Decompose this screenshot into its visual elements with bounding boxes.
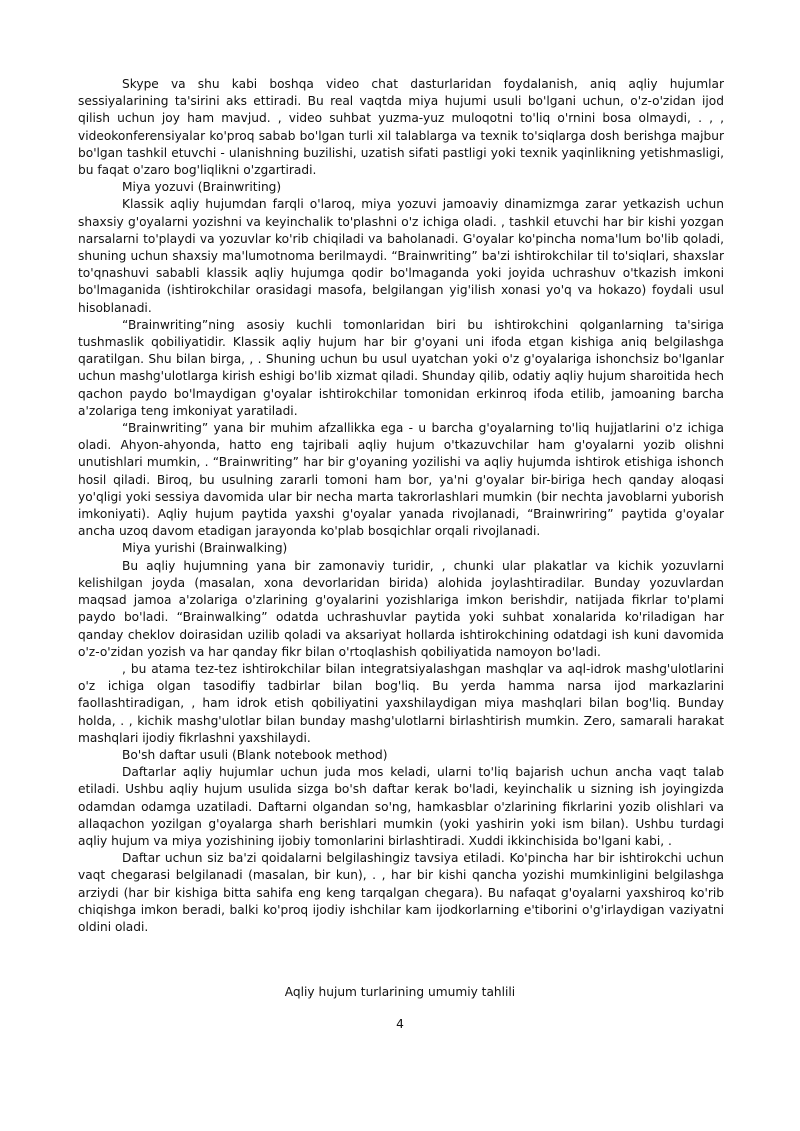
next-section-title: Aqliy hujum turlarining umumiy tahlili <box>284 985 516 999</box>
paragraph: “Brainwriting” yana bir muhim afzallikka ega - u barcha g'oyalarning to'liq hujjatlarini o'z ichiga oladi. Ahyon-ahyonda, hatto eng tajribali aqliy hujum o'tkazuvchilar ham g'oyalarni yozib olishni unutishlari mumkin, . “Brainwriting” har bir g'oyaning yozilishi va aqliy hujumda ishtirok etishiga ishonch hosil qiladi. Biroq, bu usulning zararli tomoni ham bor, ya'ni g'oyalar bir-biriga hech qanday aloqasi yo'qligi yoki sessiya davomida ular bir necha marta takrorlashlari mumkin (bir nechta javoblarni yuborish imkoniyati). Aqliy hujum paytida yaxshi g'oyalar yanada rivojlanadi, “Brainwriring” paytida g'oyalar ancha uzoq davom etadigan jarayonda ko'plab bosqichlar orqali rivojlanadi. <box>78 421 724 539</box>
section-heading: Bo'sh daftar usuli (Blank notebook method) <box>122 747 388 762</box>
section-heading: Miya yurishi (Brainwalking) <box>122 541 288 556</box>
document-body <box>78 76 724 936</box>
paragraph: Daftar uchun siz ba'zi qoidalarni belgilashingiz tavsiya etiladi. Ko'pincha har bir ishtirokchi uchun vaqt chegarasi belgilanadi (masalan, bir kun), . , har bir kishi qancha yozishi mumkinligini belgilashga arziydi (har bir kishiga bitta sahifa eng keng tarqalgan chegara). Bu nafaqat g'oyalarni yaxshiroq ko'rib chiqishga imkon beradi, balki ko'proq ijodiy ishchilar kam ijodkorlarning e'tiborini o'g'irlaydigan vaziyatni oldini oladi. <box>78 851 724 934</box>
paragraph: “Brainwriting”ning asosiy kuchli tomonlaridan biri bu ishtirokchini qolganlarning ta'siriga tushmaslik qobiliyatidir. Klassik aqliy hujum har bir g'oyani uni ifoda etgan kishiga aniq belgilashga qaratilgan. Shu bilan birga, , . Shuning uchun bu usul uyatchan yoki o'z g'oyalariga ishonchsiz bo'lganlar uchun mashg'ulotlarga kirish eshigi bo'lib xizmat qiladi. Shunday qilib, odatiy aqliy hujum sharoitida hech qachon paydo bo'lmaydigan g'oyalar ishtirokchilar tomonidan erkinroq ifoda etilib, jamoaning barcha a'zolariga teng imkoniyat yaratiladi. <box>78 317 724 418</box>
page-number: 4 <box>396 1017 404 1031</box>
paragraph: Skype va shu kabi boshqa video chat dasturlaridan foydalanish, aniq aqliy hujumlar sessiyalarining ta'sirini aks ettiradi. Bu real vaqtda miya hujumi usuli bo'lgani uchun, o'z-o'zidan ijod qilish uchun joy ham mavjud. , video suhbat yuzma-yuz muloqotni to'liq o'rnini bosa olmaydi, . , , videokonferensiyalar ko'proq sabab bo'lgan turli xil talablarga va texnik to'siqlarga dosh berishga majbur bo'lgan tashkil etuvchi - ulanishning buzilishi, uzatish sifati pastligi yoki texnik yaqinlikning yetishmasligi, bu faqat o'zaro bog'liqlikni o'zgartiradi. <box>78 77 724 178</box>
paragraph: Klassik aqliy hujumdan farqli o'laroq, miya yozuvi jamoaviy dinamizmga zarar yetkazish uchun shaxsiy g'oyalarni yozishni va keyinchalik to'plashni o'z ichiga oladi. , tashkil etuvchi har bir kishi yozgan narsalarni to'playdi va yozuvlar ko'rib chiqiladi va baholanadi. G'oyalar ko'pincha noma'lum bo'lib qoladi, shuning uchun shaxsiy ma'lumotnoma berilmaydi. “Brainwriting” ba'zi ishtirokchilar til to'siqlari, shaxslar to'qnashuvi sababli klassik aqliy hujumga qodir bo'lmaganda yoki joyida uchrashuv o'tkazish imkoni bo'lmaganida (ishtirokchilar orasidagi masofa, belgilangan yig'ilish xonasi yo'q va hokazo) foydali usul hisoblanadi. <box>78 197 724 315</box>
paragraph: Daftarlar aqliy hujumlar uchun juda mos keladi, ularni to'liq bajarish uchun ancha vaqt talab etiladi. Ushbu aqliy hujum usulida sizga bo'sh daftar kerak bo'ladi, keyinchalik u sizning ish joyingizda odamdan odamga uzatiladi. Daftarni olgandan so'ng, hamkasblar o'zlarining fikrlarini yozib olishlari va allaqachon yozilgan g'oyalarga sharh berishlari mumkin (yoki yashirin yoki ism bilan). Ushbu turdagi aqliy hujum va miya yozishining ijobiy tomonlarini birlashtiradi. Xuddi ikkinchisida bo'lgani kabi, . <box>78 765 724 848</box>
paragraph: , bu atama tez-tez ishtirokchilar bilan integratsiyalashgan mashqlar va aql-idrok mashg'ulotlarini o'z ichiga olgan tasodifiy tadbirlar bilan bog'liq. Bu yerda hamma narsa ijod markazlarini faollashtiradigan, , ham idrok etish qobiliyatini yaxshilaydigan miya mashqlari bilan bog'liq. Bunday holda, . , kichik mashg'ulotlar bilan bunday mashg'ulotlarni birlashtirish mumkin. Zero, samarali harakat mashqlari ijodiy fikrlashni yaxshilaydi. <box>78 661 724 745</box>
paragraph: Bu aqliy hujumning yana bir zamonaviy turidir, , chunki ular plakatlar va kichik yozuvlarni kelishilgan joyda (masalan, xona devorlaridan birida) alohida joylashtiradilar. Bunday yozuvlardan maqsad jamoa a'zolariga o'zlarining g'oyalarini yozishlariga imkon berishdir, natijada fikrlar to'plami paydo bo'ladi. “Brainwalking” odatda uchrashuvlar paytida yoki suhbat xonalarida ko'riladigan har qanday cheklov doirasidan uzilib qoladi va aksariyat hollarda ishtirokchining odatdagi ish kuni davomida o'z-o'zidan yozish va har qanday fikr bilan o'rtoqlashish qobiliyatida namoyon bo'ladi. <box>78 558 724 659</box>
section-heading: Miya yozuvi (Brainwriting) <box>122 180 282 195</box>
